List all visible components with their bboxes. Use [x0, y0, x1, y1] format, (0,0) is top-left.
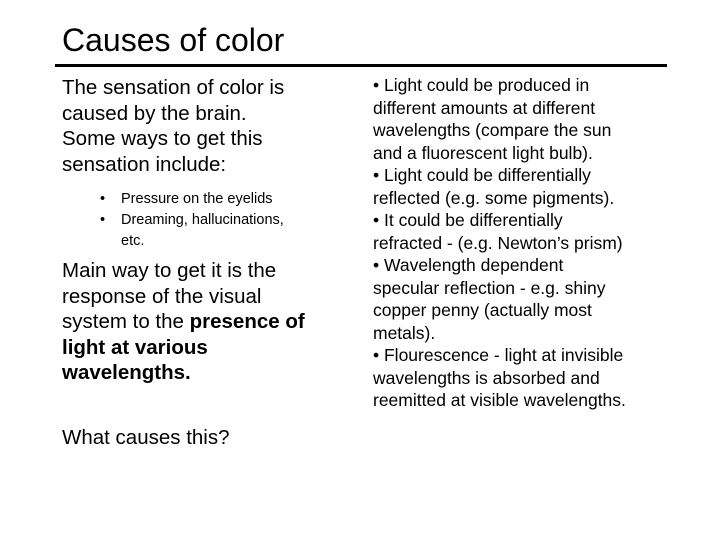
right-bullet-item	[373, 164, 673, 209]
main-line-text: system to the	[62, 310, 190, 333]
slide-title: Causes of color	[62, 22, 285, 58]
sub-bullet-item	[100, 189, 360, 210]
main-line-bold: presence of	[189, 310, 305, 333]
right-bullet-line: copper penny (actually most	[373, 300, 592, 320]
right-bullet-line: specular reflection - e.g. shiny	[373, 277, 606, 298]
title-divider	[55, 64, 667, 67]
main-line-bold: light at various	[62, 335, 208, 359]
intro-line: caused by the brain.	[62, 101, 247, 125]
sub-bullet-text: Dreaming, hallucinations,	[121, 212, 284, 228]
right-bullet-item	[373, 254, 673, 344]
intro-line: sensation include:	[62, 152, 227, 176]
right-bullet-item	[373, 74, 673, 164]
right-bullet-line: wavelengths is absorbed and	[373, 367, 600, 388]
main-line-bold: wavelengths.	[62, 361, 191, 384]
bullet-icon: •	[100, 212, 106, 228]
main-line-text: response of the visual	[62, 284, 262, 308]
sub-bullet-text: Pressure on the eyelids	[121, 191, 273, 207]
right-bullet-line: • Wavelength dependent	[373, 255, 564, 275]
main-line	[62, 360, 305, 386]
main-line	[62, 309, 305, 335]
right-bullet-line: metals).	[373, 322, 436, 343]
right-bullet-line: refracted - (e.g. Newton’s prism)	[373, 232, 623, 253]
main-paragraph	[62, 258, 305, 386]
right-bullet-item	[373, 209, 673, 254]
main-line	[62, 284, 305, 310]
right-bullet-line: reemitted at visible wavelengths.	[373, 390, 626, 410]
intro-line: Some ways to get this	[62, 127, 263, 150]
right-bullet-line: • Flourescence - light at invisible	[373, 345, 624, 365]
right-bullet-line: • Light could be produced in	[373, 75, 590, 95]
right-column	[373, 74, 673, 412]
right-bullet-line: and a fluorescent light bulb).	[373, 142, 593, 163]
main-line-text: Main way to get it is the	[62, 259, 277, 282]
right-bullet-line: • It could be differentially	[373, 210, 563, 230]
intro-line: The sensation of color is	[62, 76, 285, 99]
sub-bullet-item	[100, 210, 360, 252]
sub-bullet-text: etc.	[121, 233, 145, 249]
right-bullet-line: • Light could be differentially	[373, 165, 591, 185]
right-bullet-line: wavelengths (compare the sun	[373, 120, 612, 140]
question-paragraph: What causes this?	[62, 426, 230, 449]
sub-bullet-list	[100, 189, 360, 252]
right-bullet-line: different amounts at different	[373, 97, 596, 118]
intro-paragraph	[62, 75, 284, 177]
main-line	[62, 258, 305, 284]
right-bullet-item	[373, 344, 673, 412]
main-line	[62, 335, 305, 361]
right-bullet-line: reflected (e.g. some pigments).	[373, 187, 615, 208]
bullet-icon: •	[100, 191, 106, 207]
